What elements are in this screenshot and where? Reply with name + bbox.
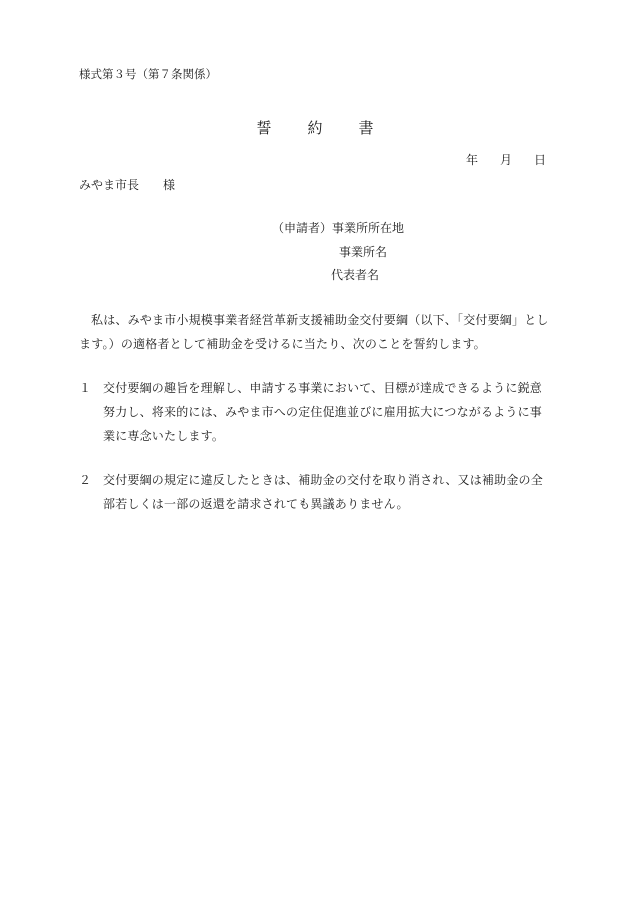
pledge-item-text: 交付要綱の趣旨を理解し、申請する事業において、目標が達成できるように鋭意努力し、将来的には、みやま市への定住促進並びに雇用拡大につながるように事業に専念いたします。 bbox=[103, 381, 542, 443]
title-char-3: 書 bbox=[358, 119, 374, 137]
date-day-label: 日 bbox=[534, 153, 547, 167]
addressee-honorific: 様 bbox=[163, 178, 176, 192]
addressee bbox=[79, 176, 175, 193]
pledge-item-1 bbox=[79, 376, 551, 448]
intro-paragraph: 私は、みやま市小規模事業者経営革新支援補助金交付要綱（以下、「交付要綱」とします。）の適格者として補助金を受けるに当たり、次のことを誓約します。 bbox=[79, 313, 549, 351]
date-line bbox=[466, 151, 546, 168]
title-char-1: 誓 bbox=[256, 119, 272, 137]
applicant-address-label: （申請者）事業所所在地 bbox=[272, 221, 405, 235]
date-year-label: 年 bbox=[466, 153, 479, 167]
pledge-item-number: １ bbox=[79, 381, 92, 395]
date-month-label: 月 bbox=[500, 153, 513, 167]
title-char-2: 約 bbox=[307, 119, 323, 137]
pledge-item-text: 交付要綱の規定に違反したときは、補助金の交付を取り消され、又は補助金の全部若しくは一部の返還を請求されても異議ありません。 bbox=[103, 473, 543, 511]
form-number: 様式第３号（第７条関係） bbox=[79, 67, 217, 81]
applicant-representative-label: 代表者名 bbox=[331, 268, 380, 282]
pledge-item-number: ２ bbox=[79, 473, 92, 487]
pledge-item-2 bbox=[79, 468, 551, 516]
document-title bbox=[0, 117, 630, 138]
applicant-business-name-label: 事業所名 bbox=[339, 245, 388, 259]
addressee-name: みやま市長 bbox=[79, 178, 140, 192]
